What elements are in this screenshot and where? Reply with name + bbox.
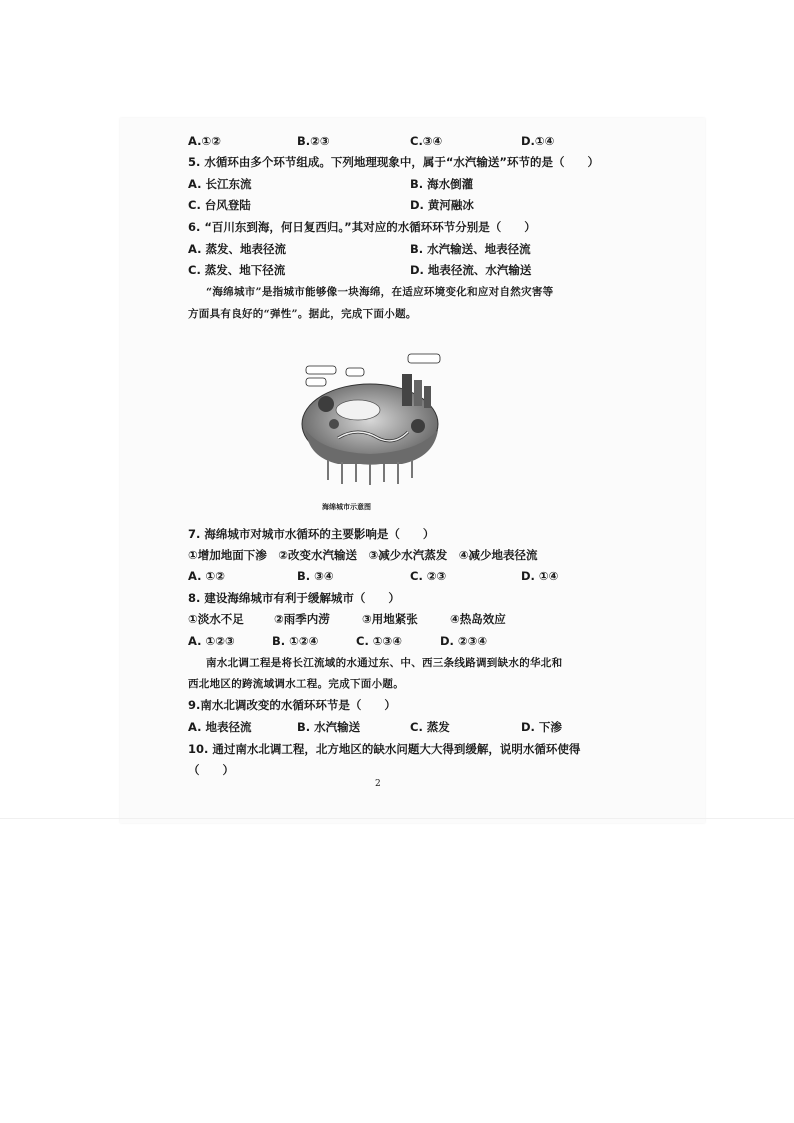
scan-edge: [0, 818, 794, 819]
q7-option-a: A. ①②: [188, 569, 225, 583]
q8-option-b: B. ①②④: [272, 634, 319, 648]
q5-option-c: C. 台风登陆: [188, 198, 251, 212]
q5-option-a: A. 长江东流: [188, 177, 252, 191]
q7-stem: 7. 海绵城市对城市水循环的主要影响是（ ）: [188, 527, 435, 541]
passage-1-line-2: 方面具有良好的“弹性”。据此，完成下面小题。: [188, 308, 417, 320]
q7-option-d: D. ①④: [521, 569, 559, 583]
q5-stem: 5. 水循环由多个环节组成。下列地理现象中，属于“水汽输送”环节的是（ ）: [188, 155, 599, 169]
figure-caption: 海绵城市示意图: [322, 503, 371, 511]
q9-option-c: C. 蒸发: [410, 720, 450, 734]
q7-option-c: C. ②③: [410, 569, 447, 583]
q4-option-b: B.②③: [297, 134, 330, 148]
q9-option-b: B. 水汽输送: [297, 720, 361, 734]
q8-item-3: ③用地紧张: [362, 612, 418, 626]
sponge-city-diagram: [298, 352, 444, 487]
q6-option-b: B. 水汽输送、地表径流: [410, 242, 531, 256]
q8-item-2: ②雨季内涝: [274, 612, 330, 626]
q6-option-a: A. 蒸发、地表径流: [188, 242, 286, 256]
q9-stem: 9.南水北调改变的水循环环节是（ ）: [188, 698, 396, 712]
q8-option-d: D. ②③④: [440, 634, 488, 648]
q8-option-a: A. ①②③: [188, 634, 235, 648]
q8-item-4: ④热岛效应: [450, 612, 506, 626]
q4-option-c: C.③④: [410, 134, 443, 148]
q6-stem: 6. “百川东到海，何日复西归。”其对应的水循环环节分别是（ ）: [188, 220, 536, 234]
q6-option-c: C. 蒸发、地下径流: [188, 263, 286, 277]
q4-option-a: A.①②: [188, 134, 221, 148]
q9-option-a: A. 地表径流: [188, 720, 252, 734]
q9-option-d: D. 下渗: [521, 720, 562, 734]
passage-2-line-2: 西北地区的跨流域调水工程。完成下面小题。: [188, 678, 404, 690]
q8-item-1: ①淡水不足: [188, 612, 244, 626]
q4-option-d: D.①④: [521, 134, 555, 148]
q10-blank: （ ）: [188, 763, 234, 777]
q6-option-d: D. 地表径流、水汽输送: [410, 263, 532, 277]
q5-option-d: D. 黄河融冰: [410, 198, 474, 212]
q8-option-c: C. ①③④: [356, 634, 403, 648]
passage-2-line-1: 南水北调工程是将长江流域的水通过东、中、西三条线路调到缺水的华北和: [206, 657, 563, 669]
q7-option-b: B. ③④: [297, 569, 334, 583]
page-number: 2: [375, 779, 381, 789]
passage-1-line-1: “海绵城市”是指城市能够像一块海绵，在适应环境变化和应对自然灾害等: [206, 286, 554, 298]
q10-stem: 10. 通过南水北调工程，北方地区的缺水问题大大得到缓解，说明水循环使得: [188, 742, 581, 756]
q5-option-b: B. 海水倒灌: [410, 177, 474, 191]
q8-stem: 8. 建设海绵城市有利于缓解城市（ ）: [188, 591, 400, 605]
q7-items: ①增加地面下渗 ②改变水汽输送 ③减少水汽蒸发 ④减少地表径流: [188, 548, 538, 562]
